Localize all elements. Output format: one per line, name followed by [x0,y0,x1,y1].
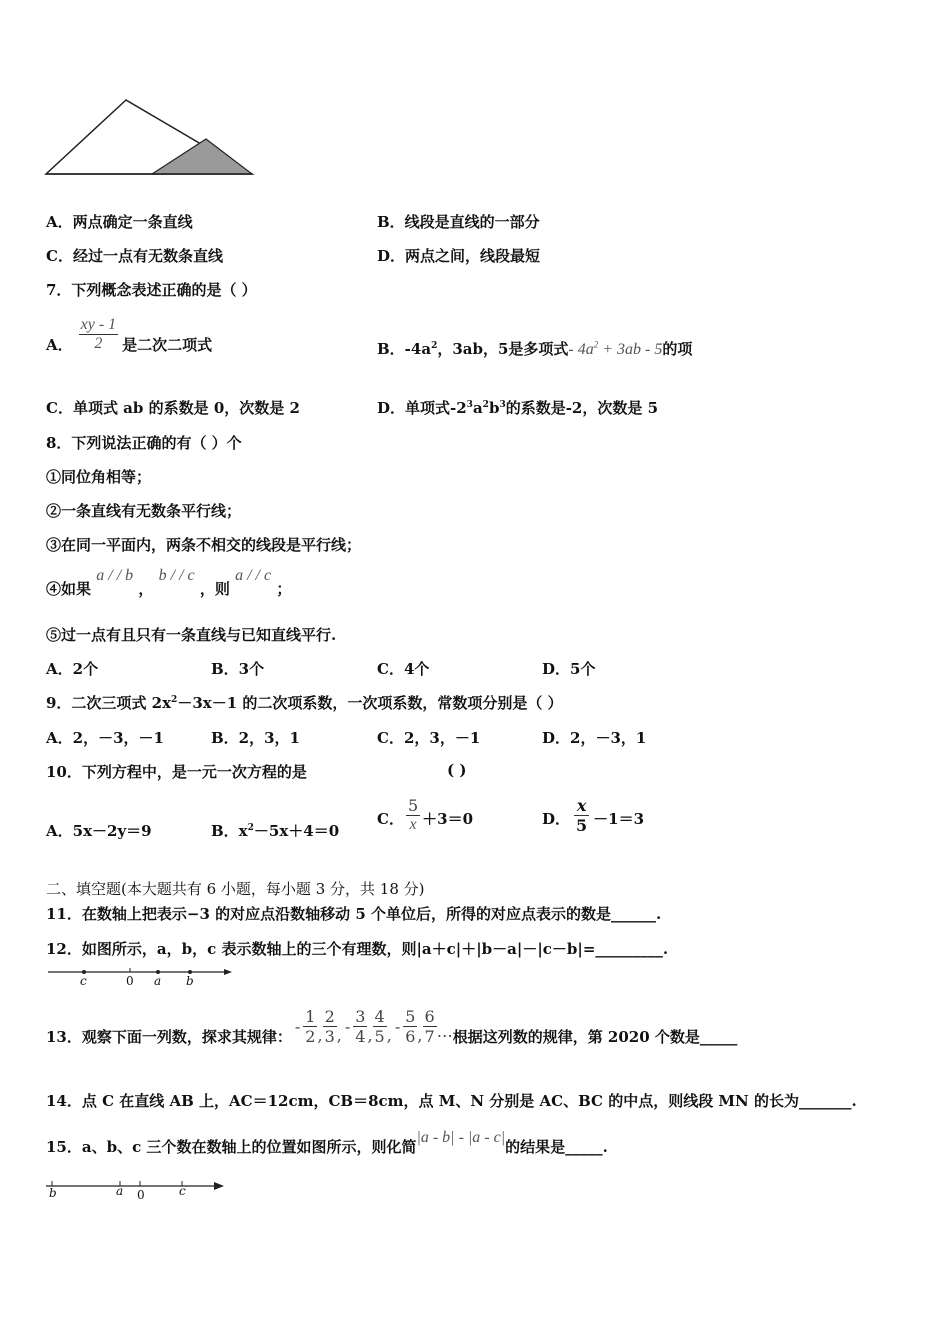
q10-stem: 10．下列方程中，是一元一次方程的是 [46,763,307,781]
q7-d-mid2: b [488,399,500,417]
q7-b-exp: 2 [431,341,438,351]
q10-option-d [542,796,644,835]
q13-fraction [323,1007,337,1046]
q10-d-rest: －1＝3 [593,810,645,828]
q8-stem: 8．下列说法正确的有（ ）个 [46,434,242,452]
q8-s4-math-1: a / / b [96,567,134,584]
q7-b-text: ，3ab，5是多项式 [437,340,569,358]
q15-prefix: 15．a、b、c 三个数在数轴上的位置如图所示，则化简 [46,1138,417,1156]
q7-b-suffix: 的项 [662,340,693,358]
q13-separator: , [417,1026,423,1045]
q8-statement-4 [46,567,292,599]
q7-a-text: 是二次二项式 [122,336,213,354]
q10-b-2: －5x＋4＝0 [253,822,340,840]
q7-a-label: A． [46,336,73,354]
q12-arrow [224,969,232,975]
q13-numerator: 2 [324,1007,335,1026]
q13-numerator: 4 [374,1007,385,1026]
q7-a-denominator: 2 [79,334,119,353]
q6-option-d: D．两点之间，线段最短 [377,247,541,265]
q13-denominator: 5 [374,1027,385,1046]
q10-option-c [377,796,473,834]
q13-separator: , [367,1026,373,1045]
q11-text: 11．在数轴上把表示−3 的对应点沿数轴移动 5 个单位后，所得的对应点表示的数是______. [46,905,662,923]
q13-fraction [423,1007,437,1046]
triangle-figure [44,98,256,180]
q10-d-fraction [574,796,589,835]
q14-text: 14．点 C 在直线 AB 上，AC＝12cm，CB＝8cm，点 M、N 分别是 AC、BC 的中点，则线段 MN 的长为_______. [46,1092,857,1110]
q7-stem: 7．下列概念表述正确的是（ ） [46,281,257,299]
q12-number-line [46,962,236,996]
q13-separator: , [386,1026,392,1045]
q8-s4-math-2: b / / c [158,567,195,584]
q9-stem-exp: 2 [171,695,178,705]
q10-c-fraction [406,796,420,834]
q9-option-a: A．2，－3，－1 [46,729,164,747]
q13-denominator: 3 [324,1027,335,1046]
q13-fraction [373,1007,387,1046]
q13-sign: - [344,1017,351,1036]
q8-s4-end: ； [276,580,292,598]
q7-d-mid1: a [472,399,483,417]
q9-stem [46,692,563,713]
q7-b-poly-1: - 4a [568,341,594,358]
q7-option-a [46,314,212,355]
q13-numerator: 6 [424,1007,435,1026]
q15-arrow [214,1182,224,1190]
section-2-title: 二、填空题(本大题共有 6 小题，每小题 3 分，共 18 分) [46,880,425,898]
q7-option-b [377,338,692,359]
q13-fraction [303,1007,317,1046]
q10-option-b [211,820,339,841]
q7-b-poly-exp: 2 [593,339,599,350]
q13-denominator: 4 [355,1027,366,1046]
q7-d-suffix: 的系数是-2，次数是 5 [505,399,659,417]
q13-numerator: 5 [405,1007,416,1026]
q13-denominator: 7 [424,1027,435,1046]
q8-option-d: D．5个 [542,660,596,678]
q9-option-c: C．2，3，－1 [377,729,481,747]
q15-line [46,1126,608,1156]
q13-prefix: 13．观察下面一列数，探求其规律： [46,1028,292,1046]
q10-paren: ( ) [447,761,467,779]
q8-statement-5: ⑤过一点有且只有一条直线与已知直线平行. [46,626,337,644]
shaded-triangle [152,139,252,174]
q9-option-b: B．2，3，1 [211,729,300,747]
q10-d-numerator: x [576,796,587,815]
q10-c-label: C． [377,809,404,828]
q7-d-exp1: 3 [466,400,473,410]
q13-fraction [403,1007,417,1046]
q8-statement-3: ③在同一平面内，两条不相交的线段是平行线； [46,536,362,554]
q7-d-prefix: D．单项式-2 [377,399,467,417]
q13-fraction [353,1007,367,1046]
q15-suffix: 的结果是_____. [505,1138,608,1156]
q7-b-poly-2: + 3ab - 5 [598,341,663,358]
q10-c-rest: ＋3＝0 [422,809,474,828]
q6-option-c: C．经过一点有无数条直线 [46,247,223,265]
q8-option-b: B．3个 [211,660,265,678]
q15-label-0: 0 [137,1188,145,1202]
q12-label-a: a [154,974,162,988]
q13-separator: , [336,1026,342,1045]
q13-suffix: 根据这列数的规律，第 2020 个数是_____ [452,1028,738,1046]
q8-option-a: A．2个 [46,660,99,678]
q15-label-b: b [49,1186,57,1200]
q13-denominator: 6 [405,1027,416,1046]
q13-line [46,1006,737,1047]
q9-stem-2: －3x－1 的二次项系数，一次项系数，常数项分别是（ ） [177,694,563,712]
q7-d-exp3: 3 [499,400,506,410]
q7-b-poly [568,341,662,358]
q8-s4-math-3: a / / c [235,567,272,584]
q8-s4-prefix: ④如果 [46,580,92,598]
q12-label-c: c [80,974,87,988]
q12-label-b: b [186,974,194,988]
q13-separator: , [317,1026,323,1045]
q13-sign: - [294,1017,301,1036]
q7-a-fraction [79,316,119,353]
q10-d-denominator: 5 [576,816,588,835]
q13-numerator: 1 [305,1007,316,1026]
q12-label-0: 0 [126,974,134,988]
q7-d-exp2: 2 [482,400,489,410]
q6-option-a: A．两点确定一条直线 [46,213,193,231]
q10-c-numerator: 5 [407,796,419,815]
q6-option-b: B．线段是直线的一部分 [377,213,540,231]
q8-option-c: C．4个 [377,660,430,678]
q8-s4-comma: ， [138,580,154,598]
q10-b-1: B．x [211,822,248,840]
q15-expression: |a - b| - |a - c| [416,1129,506,1146]
q7-a-numerator: xy - 1 [80,316,117,333]
q7-option-d [377,397,658,418]
q13-ellipsis: … [436,1022,453,1041]
q13-numerator: 3 [355,1007,366,1026]
q7-option-c: C．单项式 ab 的系数是 0，次数是 2 [46,399,300,417]
q8-statement-2: ②一条直线有无数条平行线； [46,502,242,520]
q13-denominator: 2 [305,1027,316,1046]
q13-sequence [292,1007,453,1046]
q10-option-a: A．5x－2y＝9 [46,822,152,840]
q8-s4-then: ，则 [199,580,230,598]
q7-b-prefix: B．-4a [377,340,432,358]
q12-text: 12．如图所示，a，b，c 表示数轴上的三个有理数，则|a＋c|＋|b－a|－|c－b|=_________. [46,940,669,958]
q8-statement-1: ①同位角相等； [46,468,152,486]
q9-option-d: D．2，－3，1 [542,729,647,747]
q13-sign: - [394,1017,401,1036]
q9-stem-1: 9．二次三项式 2x [46,694,172,712]
q15-label-c: c [179,1184,186,1198]
q15-label-a: a [116,1184,124,1198]
q10-d-label: D． [542,810,571,828]
q10-c-denominator: x [406,815,420,834]
q10-b-exp: 2 [247,823,254,833]
